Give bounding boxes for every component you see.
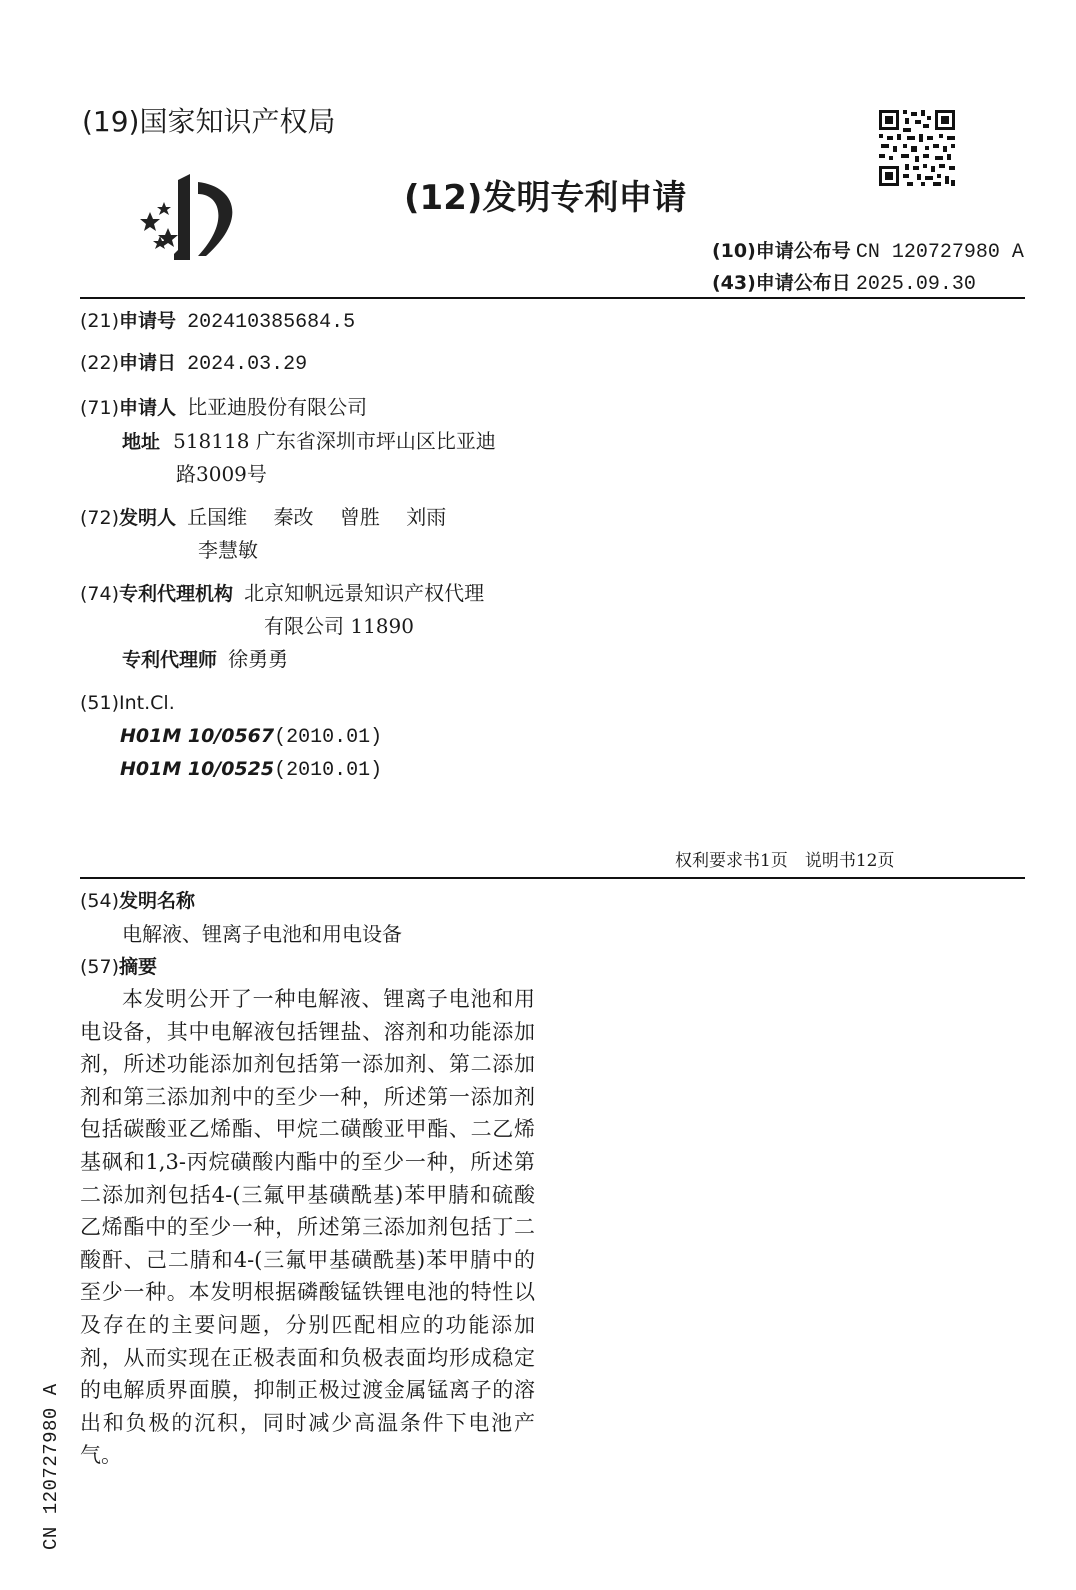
publication-number [712, 236, 1024, 268]
title-code: (54) [80, 890, 120, 912]
application-date [80, 348, 307, 380]
agency-code: (74) [80, 583, 120, 605]
agent-label: 专利代理师 [122, 649, 218, 671]
invention-title-heading [80, 886, 195, 917]
address-line-1: 518118 广东省深圳市坪山区比亚迪 [173, 429, 496, 453]
application-date-code: (22) [80, 352, 120, 374]
publication-number-value: CN 120727980 A [855, 241, 1024, 264]
application-number-code: (21) [80, 310, 120, 332]
side-publication-number: CN 120727980 A [40, 1383, 62, 1550]
publication-date [712, 268, 976, 300]
inventors-line-2: 李慧敏 [198, 538, 258, 562]
applicant-value: 比亚迪股份有限公司 [187, 395, 368, 419]
publication-number-label: (10)申请公布号 [712, 240, 851, 262]
ipc-classification [80, 688, 175, 719]
inventors-code: (72) [80, 507, 120, 529]
address-label: 地址 [122, 431, 161, 453]
publication-date-value: 2025.09.30 [855, 273, 976, 296]
ipc-entry-class: H01M 10/0567 [120, 725, 275, 747]
applicant [80, 392, 367, 424]
page-counts: 权利要求书1页 说明书12页 [675, 851, 895, 871]
header-divider [80, 297, 1025, 299]
patent-agent [122, 644, 288, 676]
abstract-heading [80, 952, 157, 983]
application-number [80, 306, 355, 338]
agency-line-2: 有限公司 11890 [264, 614, 414, 638]
address [122, 426, 496, 458]
qr-code-icon [877, 108, 957, 188]
agency-label: 专利代理机构 [119, 583, 234, 605]
ipc-entry-class: H01M 10/0525 [120, 758, 275, 780]
agency-line-1: 北京知帆远景知识产权代理 [244, 581, 485, 605]
application-date-value: 2024.03.29 [187, 353, 308, 376]
title-label: 发明名称 [119, 890, 196, 912]
ipc-entry-version: (2010.01) [274, 759, 383, 782]
inventors-line-1: 丘国维 秦改 曾胜 刘雨 [187, 505, 447, 529]
patent-agency [80, 578, 484, 610]
application-number-label: 申请号 [119, 310, 177, 332]
abstract-label: 摘要 [119, 956, 158, 978]
abstract-code: (57) [80, 956, 120, 978]
office-name: (19)国家知识产权局 [82, 105, 336, 138]
qr-code [877, 108, 957, 188]
application-date-label: 申请日 [119, 352, 177, 374]
address-line-2: 路3009号 [176, 462, 267, 486]
ipc-entry [120, 754, 382, 786]
cnipa-logo [138, 172, 250, 262]
inventors-label: 发明人 [119, 507, 177, 529]
cnipa-logo-icon [138, 172, 250, 262]
ipc-entry [120, 721, 382, 753]
ipc-code: (51) [80, 692, 120, 714]
ipc-entry-version: (2010.01) [274, 726, 383, 749]
applicant-code: (71) [80, 397, 120, 419]
publication-date-label: (43)申请公布日 [712, 272, 851, 294]
inventors [80, 502, 446, 534]
document-type: (12)发明专利申请 [404, 178, 687, 218]
section-divider [80, 877, 1025, 879]
applicant-label: 申请人 [119, 397, 177, 419]
agent-value: 徐勇勇 [228, 647, 289, 671]
abstract-text: 本发明公开了一种电解液、锂离子电池和用电设备，其中电解液包括锂盐、溶剂和功能添加剂，所述功能添加剂包括第一添加剂、第二添加剂和第三添加剂中的至少一种，所述第一添加剂包括碳酸亚乙烯酯、甲烷二磺酸亚甲酯、二乙烯基砜和1,3-丙烷磺酸内酯中的至少一种，所述第二添加剂包括4-(三氟甲基磺酰基)苯甲腈和硫酸乙烯酯中的至少一种，所述第三添加剂包括丁二酸酐、己二腈和4-(三氟甲基磺酰基)苯甲腈中的至少一种。本发明根据磷酸锰铁锂电池的特性以及存在的主要问题，分别匹配相应的功能添加剂，从而实现在正极表面和负极表面均形成稳定的电解质界面膜，抑制正极过渡金属锰离子的溶出和负极的沉积，同时减少高温条件下电池产气。 [80, 987, 535, 1468]
ipc-label: Int.Cl. [119, 692, 175, 714]
invention-title: 电解液、锂离子电池和用电设备 [122, 922, 402, 946]
application-number-value: 202410385684.5 [187, 311, 356, 334]
